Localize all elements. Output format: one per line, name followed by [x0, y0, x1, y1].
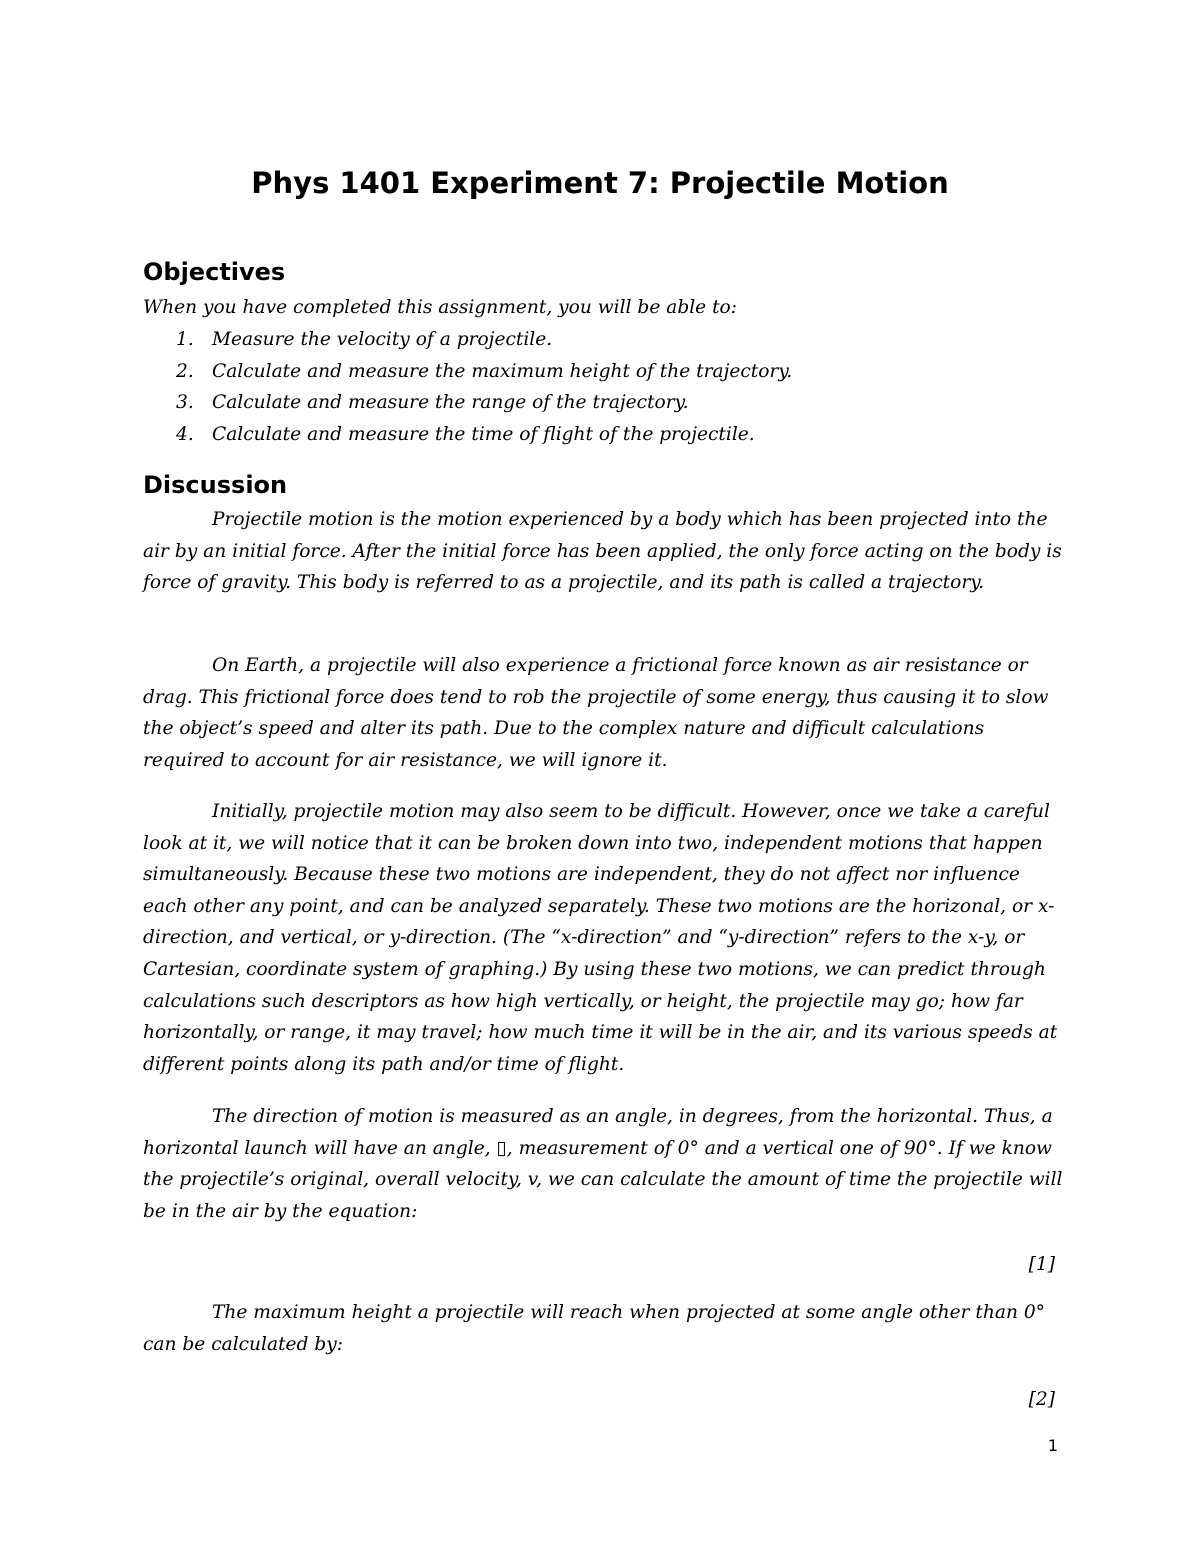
list-item-number: 4.: [176, 423, 194, 445]
objectives-heading: Objectives: [143, 258, 286, 286]
list-item: [143, 419, 1063, 451]
equation-number-2: [2]: [1028, 1389, 1055, 1410]
discussion-paragraph-2: On Earth, a projectile will also experience a frictional force known as air resistance or drag. This frictional force does tend to rob the projectile of some energy, thus causing it to slow the object’s speed and alter its path. Due to the complex nature and difficult calculations required to account for air resistance, we will ignore it.: [143, 655, 1049, 771]
objectives-list: [143, 324, 1063, 450]
list-item: [143, 387, 1063, 419]
list-item-text: Measure the velocity of a projectile.: [212, 329, 553, 350]
discussion-paragraph-1: Projectile motion is the motion experienced by a body which has been projected into the air by an initial force. After the initial force has been applied, the only force acting on the body is force of gravity. This body is referred to as a projectile, and its path is called a trajectory.: [143, 509, 1062, 594]
list-item-number: 2.: [176, 360, 194, 382]
discussion-paragraph-4: The direction of motion is measured as an angle, in degrees, from the horizontal. Thus, a horizontal launch will have an angle, ▯, measurement of 0° and a vertical one of 90°. If we know the projectile’s original, overall velocity, v, we can calculate the amount of time the projectile will be in the air by the equation:: [143, 1106, 1063, 1222]
list-item: [143, 324, 1063, 356]
objectives-intro: When you have completed this assignment, you will be able to:: [143, 297, 738, 318]
list-item: [143, 356, 1063, 388]
discussion-paragraph-5: The maximum height a projectile will reach when projected at some angle other than 0° can be calculated by:: [143, 1302, 1045, 1355]
list-item-number: 3.: [176, 392, 194, 414]
page-title: Phys 1401 Experiment 7: Projectile Motion: [251, 166, 949, 200]
discussion-heading: Discussion: [143, 471, 288, 499]
list-item-text: Calculate and measure the maximum height of the trajectory.: [212, 360, 793, 382]
list-item-text: Calculate and measure the range of the trajectory.: [212, 392, 689, 414]
page-number: 1: [1047, 1436, 1058, 1455]
equation-number-1: [1]: [1028, 1254, 1055, 1275]
list-item-number: 1.: [176, 329, 194, 350]
discussion-paragraph-3: Initially, projectile motion may also seem to be difficult. However, once we take a careful look at it, we will notice that it can be broken down into two, independent motions that happen simultaneously. Because these two motions are independent, they do not affect nor influence each other any point, and can be analyzed separately. These two motions are the horizonal, or x-direction, and vertical, or y-direction. (The “x-direction” and “y-direction” refers to the x-y, or Cartesian, coordinate system of graphing.) By using these two motions, we can predict through calculations such descriptors as how high vertically, or height, the projectile may go; how far horizontally, or range, it may travel; how much time it will be in the air, and its various speeds at different points along its path and/or time of flight.: [143, 801, 1058, 1075]
list-item-text: Calculate and measure the time of flight of the projectile.: [212, 423, 755, 445]
